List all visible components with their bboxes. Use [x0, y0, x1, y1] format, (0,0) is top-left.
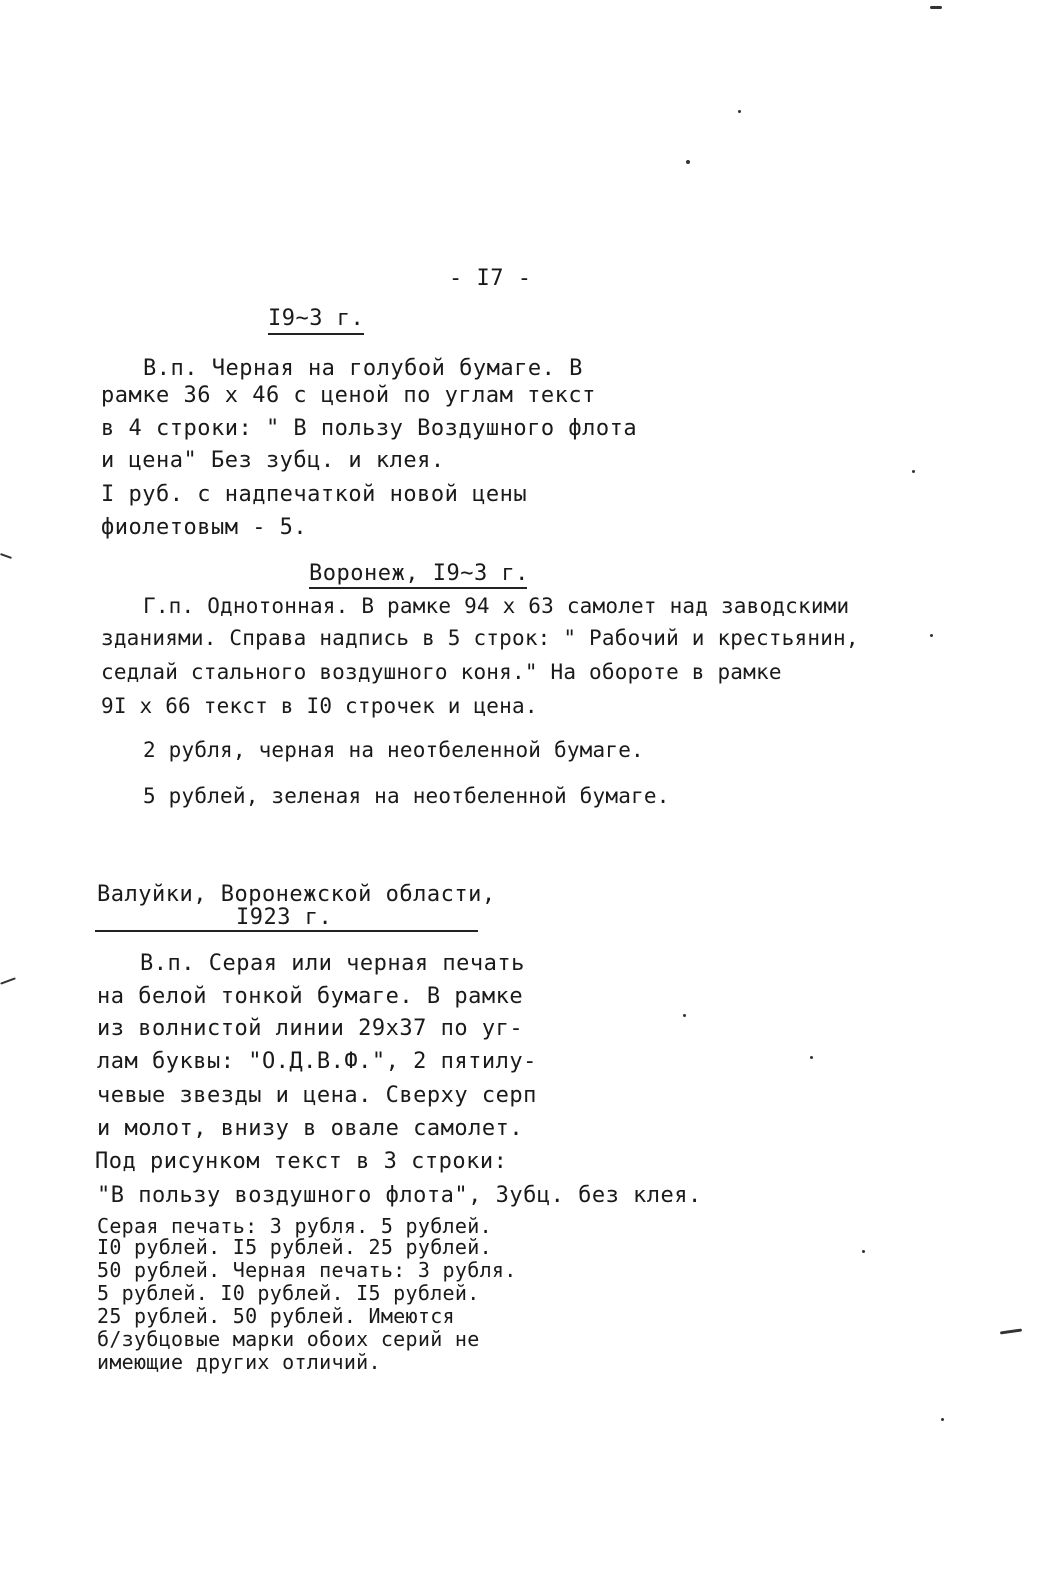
section2-line: седлай стального воздушного коня." На обороте в рамке [101, 660, 782, 684]
scan-speck [941, 1418, 944, 1421]
section3-line: и молот, внизу в овале самолет. [97, 1116, 524, 1141]
section3-line: лам буквы: "О.Д.В.Ф.", 2 пятилу- [97, 1049, 537, 1074]
section3-note: 50 рублей. Черная печать: 3 рубля. [97, 1258, 517, 1282]
section2-line: зданиями. Справа надпись в 5 строк: " Рабочий и крестьянин, [101, 626, 859, 650]
section1-year-heading: I9~3 г. [268, 306, 365, 331]
scan-speck [810, 1056, 813, 1059]
section2-heading: Воронеж, I9~3 г. [309, 561, 529, 586]
section3-note: Серая печать: 3 рубля. 5 рублей. [97, 1214, 492, 1238]
scan-speck [0, 977, 16, 984]
section3-line: Под рисунком текст в 3 строки: [95, 1149, 508, 1174]
section2-item: 5 рублей, зеленая на неотбеленной бумаге. [143, 784, 670, 808]
section3-heading-line1: Валуйки, Воронежской области, [97, 882, 496, 907]
scan-speck [862, 1250, 865, 1253]
section2-heading-underline [309, 587, 527, 589]
section2-item: 2 рубля, черная на неотбеленной бумаге. [143, 738, 644, 762]
section1-line: и цена" Без зубц. и клея. [101, 448, 445, 473]
section1-line: I руб. с надпечаткой новой цены [101, 482, 528, 507]
section3-line: на белой тонкой бумаге. В рамке [97, 984, 524, 1009]
page-number: - I7 - [449, 266, 532, 291]
section2-line: 9I х 66 текст в I0 строчек и цена. [101, 694, 538, 718]
section3-note: имеющие других отличий. [97, 1350, 381, 1374]
section3-line: из волнистой линии 29х37 по уг- [97, 1016, 524, 1041]
section3-note: 5 рублей. I0 рублей. I5 рублей. [97, 1281, 480, 1305]
section1-heading-underline [268, 333, 364, 335]
scan-speck [930, 6, 942, 9]
section3-line: В.п. Серая или черная печать [140, 951, 525, 976]
scan-speck [738, 110, 741, 113]
section3-heading-underline [95, 930, 478, 932]
section3-line: чевые звезды и цена. Сверху серп [97, 1083, 537, 1108]
scan-speck [1000, 1328, 1022, 1334]
section3-heading-line2: I923 г. [236, 905, 333, 930]
section3-note: 25 рублей. 50 рублей. Имеются [97, 1304, 455, 1328]
scan-speck [683, 1014, 686, 1017]
scan-speck [686, 160, 690, 164]
section3-note: I0 рублей. I5 рублей. 25 рублей. [97, 1235, 492, 1259]
section3-line: "В пользу воздушного флота", Зубц. без клея. [97, 1183, 702, 1208]
section1-line: В.п. Черная на голубой бумаге. В [143, 356, 583, 381]
scan-speck [0, 553, 12, 559]
section1-line: рамке 36 х 46 с ценой по углам текст [101, 383, 596, 408]
section1-line: в 4 строки: " В пользу Воздушного флота [101, 416, 638, 441]
section1-line: фиолетовым - 5. [101, 515, 308, 540]
section2-line: Г.п. Однотонная. В рамке 94 х 63 самолет над заводскими [143, 594, 850, 618]
scan-speck [912, 470, 915, 473]
scan-speck [930, 634, 933, 637]
section3-note: б/зубцовые марки обоих серий не [97, 1327, 480, 1351]
